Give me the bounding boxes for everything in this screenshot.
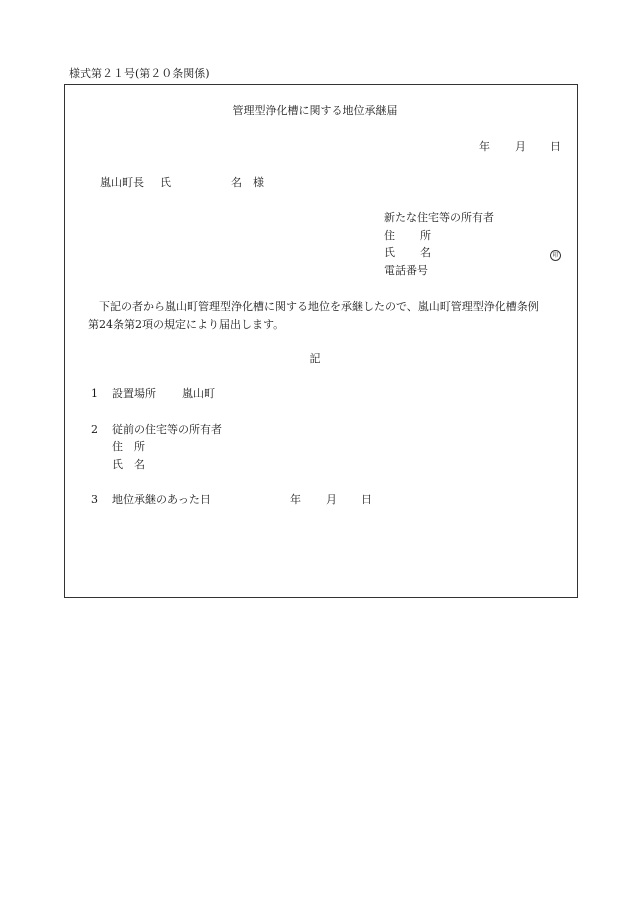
new-owner-heading: 新たな住宅等の所有者 [384, 211, 494, 224]
date-year-label: 年 [479, 140, 490, 153]
addressee-sama: 様 [253, 176, 264, 189]
item-2-number: 2 [91, 423, 98, 436]
item-1-label: 設置場所 [112, 387, 156, 400]
item-3-day: 日 [361, 493, 372, 506]
item-2-label: 従前の住宅等の所有者 [112, 423, 222, 436]
new-owner-phone-label: 電話番号 [384, 264, 428, 277]
item-3-label: 地位承継のあった日 [112, 493, 211, 506]
addressee-shi: 氏 [160, 176, 171, 189]
seal-mark-icon [550, 247, 561, 261]
item-3-year: 年 [290, 493, 301, 506]
new-owner-name-label-1: 氏 [384, 246, 395, 259]
item-1-value: 嵐山町 [182, 387, 215, 400]
new-owner-address-label-2: 所 [420, 229, 431, 242]
date-month-label: 月 [515, 140, 526, 153]
date-day-label: 日 [550, 140, 561, 153]
seal-text: 印 [550, 250, 561, 261]
ki-heading: 記 [309, 352, 321, 365]
item-3-number: 3 [91, 493, 98, 506]
item-2-name-label: 氏 名 [112, 458, 145, 471]
item-2-address-label: 住 所 [112, 440, 145, 453]
body-paragraph [88, 298, 578, 334]
addressee-mayor: 嵐山町長 [100, 176, 144, 189]
item-1-number: 1 [91, 387, 98, 400]
new-owner-address-label-1: 住 [384, 229, 395, 242]
form-frame [64, 84, 578, 598]
form-number-label: 様式第２１号(第２０条関係) [69, 67, 210, 80]
body-line-1: 下記の者から嵐山町管理型浄化槽に関する地位を承継したので、嵐山町管理型浄化槽条例 [99, 300, 539, 313]
addressee-mei: 名 [231, 176, 242, 189]
item-3-month: 月 [326, 493, 337, 506]
new-owner-name-label-2: 名 [420, 246, 431, 259]
body-line-2: 第24条第2項の規定により届出します。 [88, 318, 285, 331]
form-title: 管理型浄化槽に関する地位承継届 [232, 104, 398, 117]
